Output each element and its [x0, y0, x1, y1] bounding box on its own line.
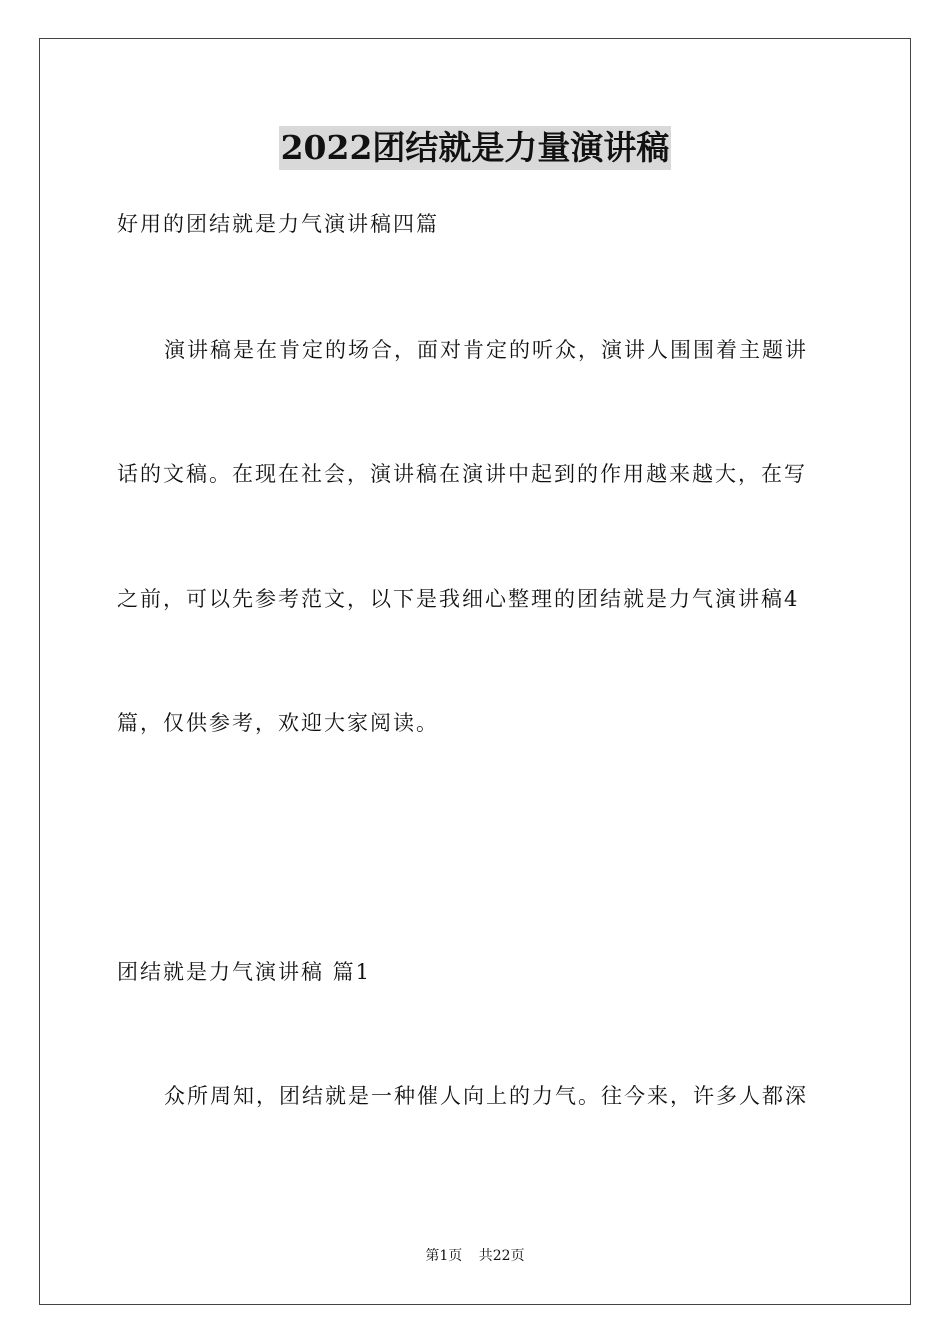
page-footer	[0, 1246, 950, 1266]
section-first-line: 众所周知，团结就是一种催人向上的力气。往今来，许多人都深	[164, 1084, 808, 1108]
document-subtitle: 好用的团结就是力气演讲稿四篇	[117, 212, 439, 236]
document-title-container	[0, 126, 950, 176]
intro-line-2: 话的文稿。在现在社会，演讲稿在演讲中起到的作用越来越大，在写	[117, 462, 807, 486]
page-number-label: 第1页	[425, 1248, 463, 1264]
intro-line-1: 演讲稿是在肯定的场合，面对肯定的听众，演讲人围围着主题讲	[164, 338, 808, 362]
page-total-label: 共22页	[478, 1248, 525, 1264]
intro-line-3: 之前，可以先参考范文，以下是我细心整理的团结就是力气演讲稿4	[117, 587, 800, 611]
document-title: 2022团结就是力量演讲稿	[279, 126, 672, 170]
section-heading: 团结就是力气演讲稿 篇1	[117, 960, 372, 984]
intro-line-4: 篇，仅供参考，欢迎大家阅读。	[117, 711, 439, 735]
